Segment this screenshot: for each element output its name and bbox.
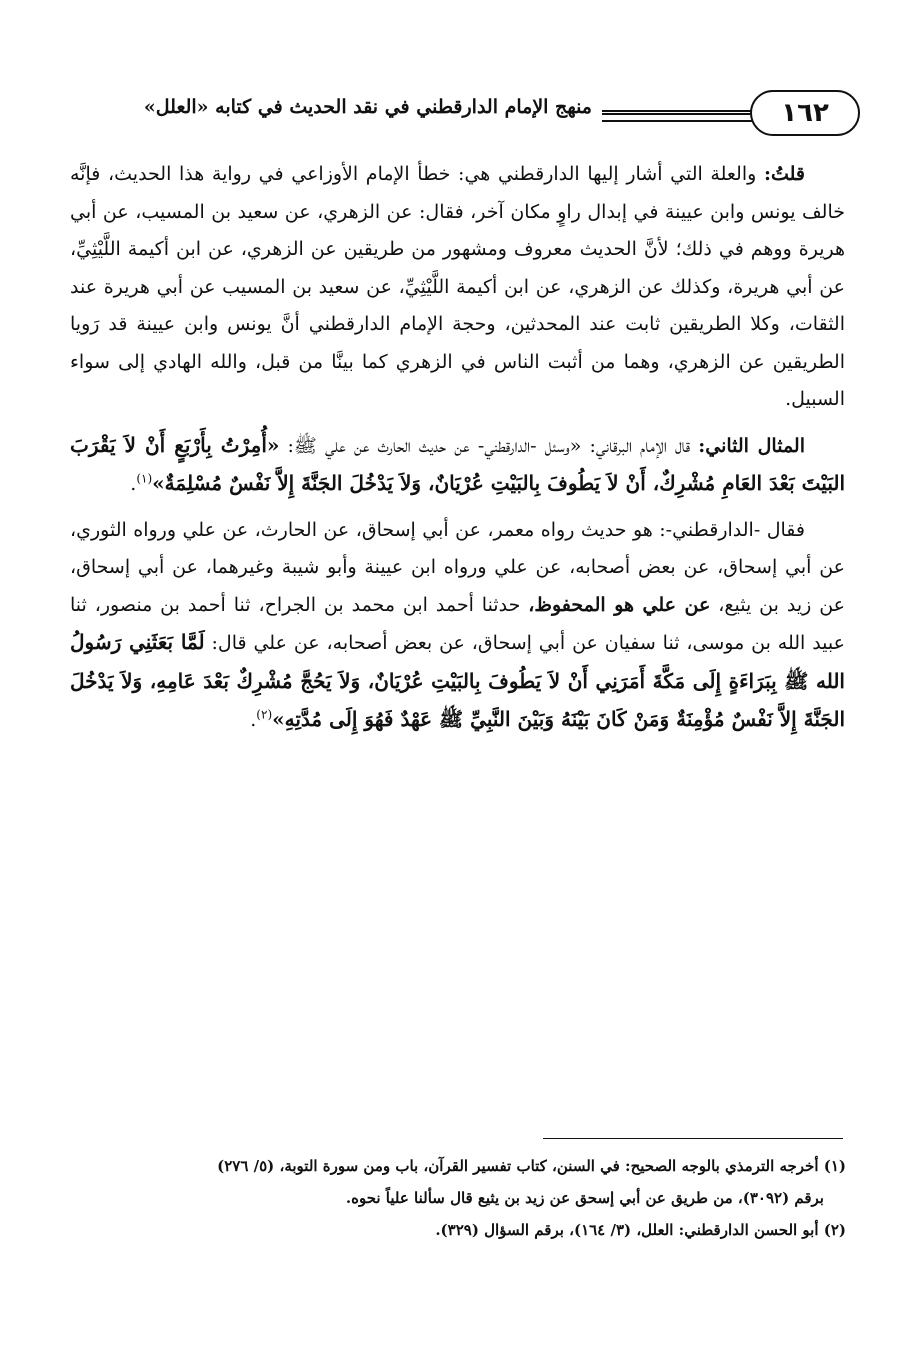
footnote-separator — [543, 1138, 843, 1139]
hadith-quote: «أُمِرْتُ بِأَرْبَعٍ أَنْ لاَ يَقْرَبَ البَيْتَ بَعْدَ العَامِ مُشْرِكٌ، أَنْ لاَ يَطُوفَ بِالبَيْتِ عُرْيَانٌ، وَلاَ يَدْخُلَ الجَنَّةَ إِلاَّ نَفْسٌ مُسْلِمَةٌ» — [70, 432, 845, 495]
paragraph-end: . — [130, 473, 137, 495]
header-rule — [602, 110, 752, 122]
paragraph-text: والعلة التي أشار إليها الدارقطني هي: خطأ الإمام الأوزاعي في رواية هذا الحديث، فإنَّه خالف يونس وابن عيينة في إبدال راوٍ مكان آخر، فقال: عن الزهري، عن سعيد بن المسيب، عن أبي هريرة ووهم في ذلك؛ لأنَّ الحديث معروف ومشهور من طريقين عن الزهري، عن ابن أكيمة اللَّيْثِيِّ، عن أبي هريرة، وكذلك عن الزهري، عن ابن أكيمة اللَّيْثِيِّ، عن سعيد بن المسيب عن أبي هريرة عند الثقات، وكلا الطريقين ثابت عند المحدثين، وحجة الإمام الدارقطني أنَّ يونس وابن عيينة قد رَويا الطريقين عن الزهري، وهما من أثبت الناس في الزهري كما بينَّا من قبل، والله الهادي إلى سواء السبيل. — [70, 163, 846, 410]
paragraph-lead: قلتُ: — [763, 163, 805, 185]
paragraph-2 — [70, 427, 845, 504]
footnote-1: (١) أخرجه الترمذي بالوجه الصحيح: في السنن، كتاب تفسير القرآن، باب ومن سورة التوبة، (٥/ ٢٧٦) — [217, 1157, 846, 1175]
footnotes — [66, 1150, 846, 1246]
paragraph-text: قال الإمام البرقاني: «وسئل -الدارقطني- عن حديث الحارث عن علي ﷺ: — [279, 434, 699, 457]
main-text — [70, 156, 845, 740]
footnote-1-continued: برقم (٣٠٩٢)، من طريق عن أبي إسحق عن زيد بن يثيع قال سألنا علياً نحوه. — [345, 1189, 824, 1207]
paragraph-text-2: حدثنا أحمد ابن محمد بن الجراح، ثنا أحمد بن منصور، ثنا عبيد الله بن موسى، ثنا سفيان عن أبي إسحاق، عن بعض أصحابه، عن علي قال: — [70, 593, 845, 654]
paragraph-text: فقال -الدارقطني-: هو حديث رواه معمر، عن أبي إسحاق، عن الحارث، عن علي ورواه الثوري، عن أبي إسحاق، عن بعض أصحابه، عن علي ورواه ابن عيينة وأبو شيبة وغيرهما، عن أبي إسحاق، عن زيد بن يثيع، — [70, 518, 846, 616]
footnote-ref-2[interactable]: (٢) — [256, 707, 273, 722]
running-title: منهج الإمام الدارقطني في نقد الحديث في كتابه «العلل» — [143, 96, 592, 118]
footnote-2: (٢) أبو الحسن الدارقطني: العلل، (٣/ ١٦٤)، برقم السؤال (٣٢٩). — [435, 1221, 846, 1239]
page-header — [60, 88, 860, 144]
footnote-ref-1[interactable]: (١) — [136, 471, 153, 486]
paragraph-lead: المثال الثاني: — [698, 434, 805, 457]
page-number: ١٦٢ — [750, 90, 860, 136]
paragraph-bold: عن علي هو المحفوظ، — [528, 593, 711, 616]
hadith-quote: لَمَّا بَعَثَنِي رَسُولُ الله ﷺ بِبَرَاءَةٍ إِلَى مَكَّةَ أَمَرَنِي أَنْ لاَ يَطُوفَ بِالبَيْتِ عُرْيَانٌ، وَلاَ يَحُجَّ مُشْرِكٌ بَعْدَ عَامِهِ، وَلاَ يَدْخُلَ الجَنَّةَ إِلاَّ نَفْسٌ مُؤْمِنَةٌ وَمَنْ كَانَ بَيْنَهُ وَبَيْنَ النَّبِيِّ ﷺ عَهْدٌ فَهُوَ إِلَى مُدَّتِهِ» — [70, 630, 845, 731]
paragraph-end: . — [250, 709, 257, 731]
paragraph-3 — [70, 512, 845, 740]
paragraph-1 — [70, 156, 845, 419]
